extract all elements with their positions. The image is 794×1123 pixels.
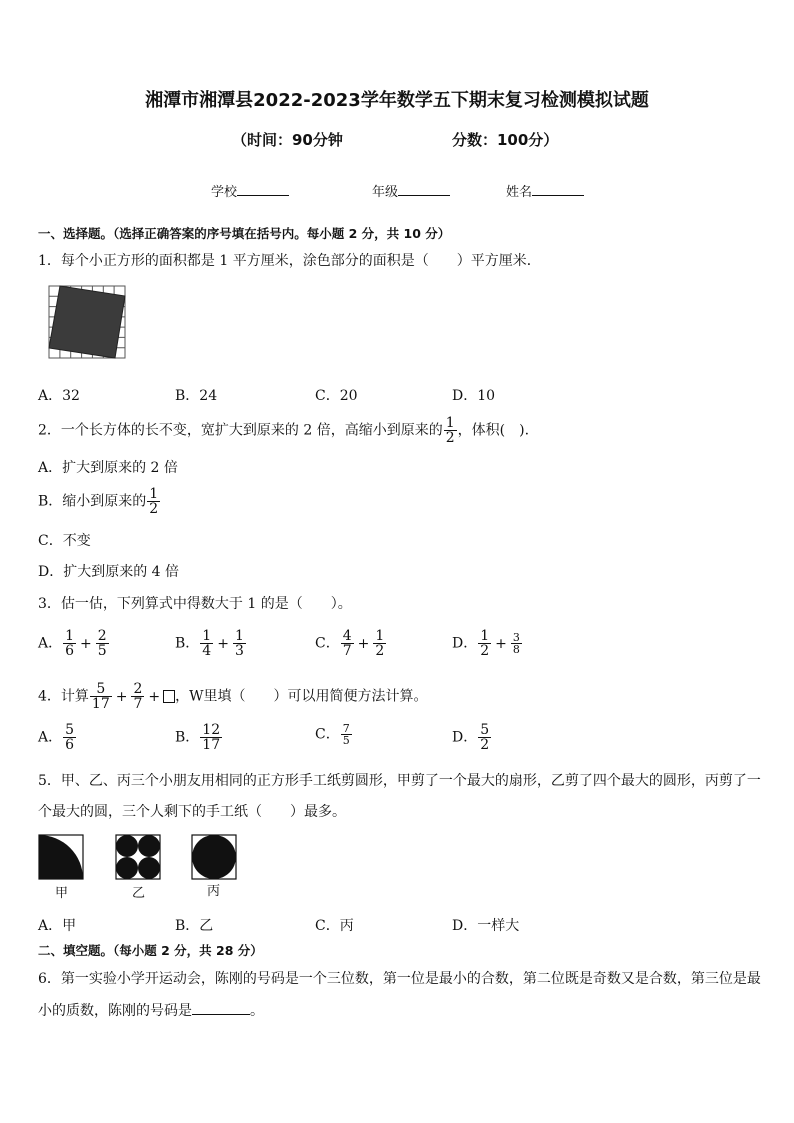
question-4: 4．计算 $\frac{5}{17}$ + $\frac{2}{7}$ + ，W里填（ ）可以用简便方法计算。 <box>38 681 428 712</box>
grade-blank <box>398 183 450 196</box>
q4-option-b[interactable]: B． $\frac{12}{17}$ <box>175 722 221 753</box>
q6-answer-blank[interactable] <box>192 1002 250 1015</box>
school-blank <box>237 183 289 196</box>
q2-option-a[interactable]: A．扩大到原来的 2 倍 <box>38 460 178 476</box>
q2-option-c[interactable]: C．不变 <box>38 533 91 549</box>
section-2-title: 二、填空题。（每小题 2 分，共 28 分） <box>38 943 263 958</box>
q2-option-d[interactable]: D．扩大到原来的 4 倍 <box>38 564 180 580</box>
question-6-line-1: 6．第一实验小学开运动会，陈刚的号码是一个三位数，第一位是最小的合数，第二位既是奇数又是合数，第三位是最 <box>38 971 761 987</box>
name-blank <box>532 183 584 196</box>
question-2 <box>38 416 529 445</box>
q5-option-d[interactable]: D．一样大 <box>452 918 520 934</box>
q3-option-c[interactable]: C． $\frac{4}{7}$ + $\frac{1}{2}$ <box>315 628 385 659</box>
q4-option-a[interactable]: A． $\frac{5}{6}$ <box>38 722 75 753</box>
q2-text-after: ，体积( ). <box>457 422 530 439</box>
question-1: 1．每个小正方形的面积都是 1 平方厘米，涂色部分的面积是（ ）平方厘米． <box>38 253 541 269</box>
q2-fraction: $\frac{1}{2}$ <box>445 415 455 446</box>
q4-option-c[interactable]: C． $\frac{7}{5}$ <box>315 722 350 747</box>
q5-label-bing: 丙 <box>207 884 221 899</box>
exam-time: （时间：90分钟 <box>232 131 343 149</box>
q5-figure-jia <box>38 834 84 880</box>
q5-option-b[interactable]: B．乙 <box>175 918 214 934</box>
name-field <box>506 181 584 200</box>
q5-figure-yi <box>115 834 161 880</box>
q2-option-b-text: B．缩小到原来的 <box>38 493 147 510</box>
q1-shaded-square <box>49 286 125 358</box>
q1-option-c[interactable]: C．20 <box>315 388 358 404</box>
q2-option-b[interactable] <box>38 487 161 516</box>
q1-option-d[interactable]: D．10 <box>452 388 496 404</box>
question-5-line-1: 5．甲、乙、丙三个小朋友用相同的正方形手工纸剪圆形，甲剪了一个最大的扇形，乙剪了四个最大的圆形，丙剪了一 <box>38 773 761 789</box>
school-label: 学校 <box>211 185 238 200</box>
q2-text-before: 2．一个长方体的长不变，宽扩大到原来的 2 倍，高缩小到原来的 <box>38 422 443 439</box>
section-1-title: 一、选择题。（选择正确答案的序号填在括号内。每小题 2 分，共 10 分） <box>38 226 451 241</box>
q1-option-b[interactable]: B．24 <box>175 388 218 404</box>
q5-label-yi: 乙 <box>132 886 146 901</box>
blank-box-icon <box>163 690 175 703</box>
exam-title: 湘潭市湘潭县2022-2023学年数学五下期末复习检测模拟试题 <box>145 90 649 111</box>
q2-option-b-fraction: $\frac{1}{2}$ <box>149 486 159 517</box>
q1-grid-figure <box>48 285 126 359</box>
q5-option-a[interactable]: A．甲 <box>38 918 77 934</box>
q5-label-jia: 甲 <box>55 886 69 901</box>
question-3: 3．估一估，下列算式中得数大于 1 的是（ ）。 <box>38 596 352 612</box>
school-field <box>211 181 289 200</box>
q3-option-a[interactable]: A． $\frac{1}{6}$ + $\frac{2}{5}$ <box>38 628 107 659</box>
q5-figure-bing <box>191 834 237 880</box>
question-5-line-2: 个最大的圆，三个人剩下的手工纸（ ）最多。 <box>38 804 346 820</box>
exam-score: 分数：100分） <box>452 131 559 149</box>
q3-option-d[interactable]: D． $\frac{1}{2}$ + $\frac{3}{8}$ <box>452 628 520 659</box>
q1-option-a[interactable]: A．32 <box>38 388 80 404</box>
grade-label: 年级 <box>372 185 399 200</box>
q3-option-b[interactable]: B． $\frac{1}{4}$ + $\frac{1}{3}$ <box>175 628 244 659</box>
grade-field <box>372 181 450 200</box>
q4-option-d[interactable]: D． $\frac{5}{2}$ <box>452 722 490 753</box>
question-6-line-2: 小的质数，陈刚的号码是 。 <box>38 1003 264 1019</box>
q5-option-c[interactable]: C．丙 <box>315 918 354 934</box>
name-label: 姓名 <box>506 185 533 200</box>
